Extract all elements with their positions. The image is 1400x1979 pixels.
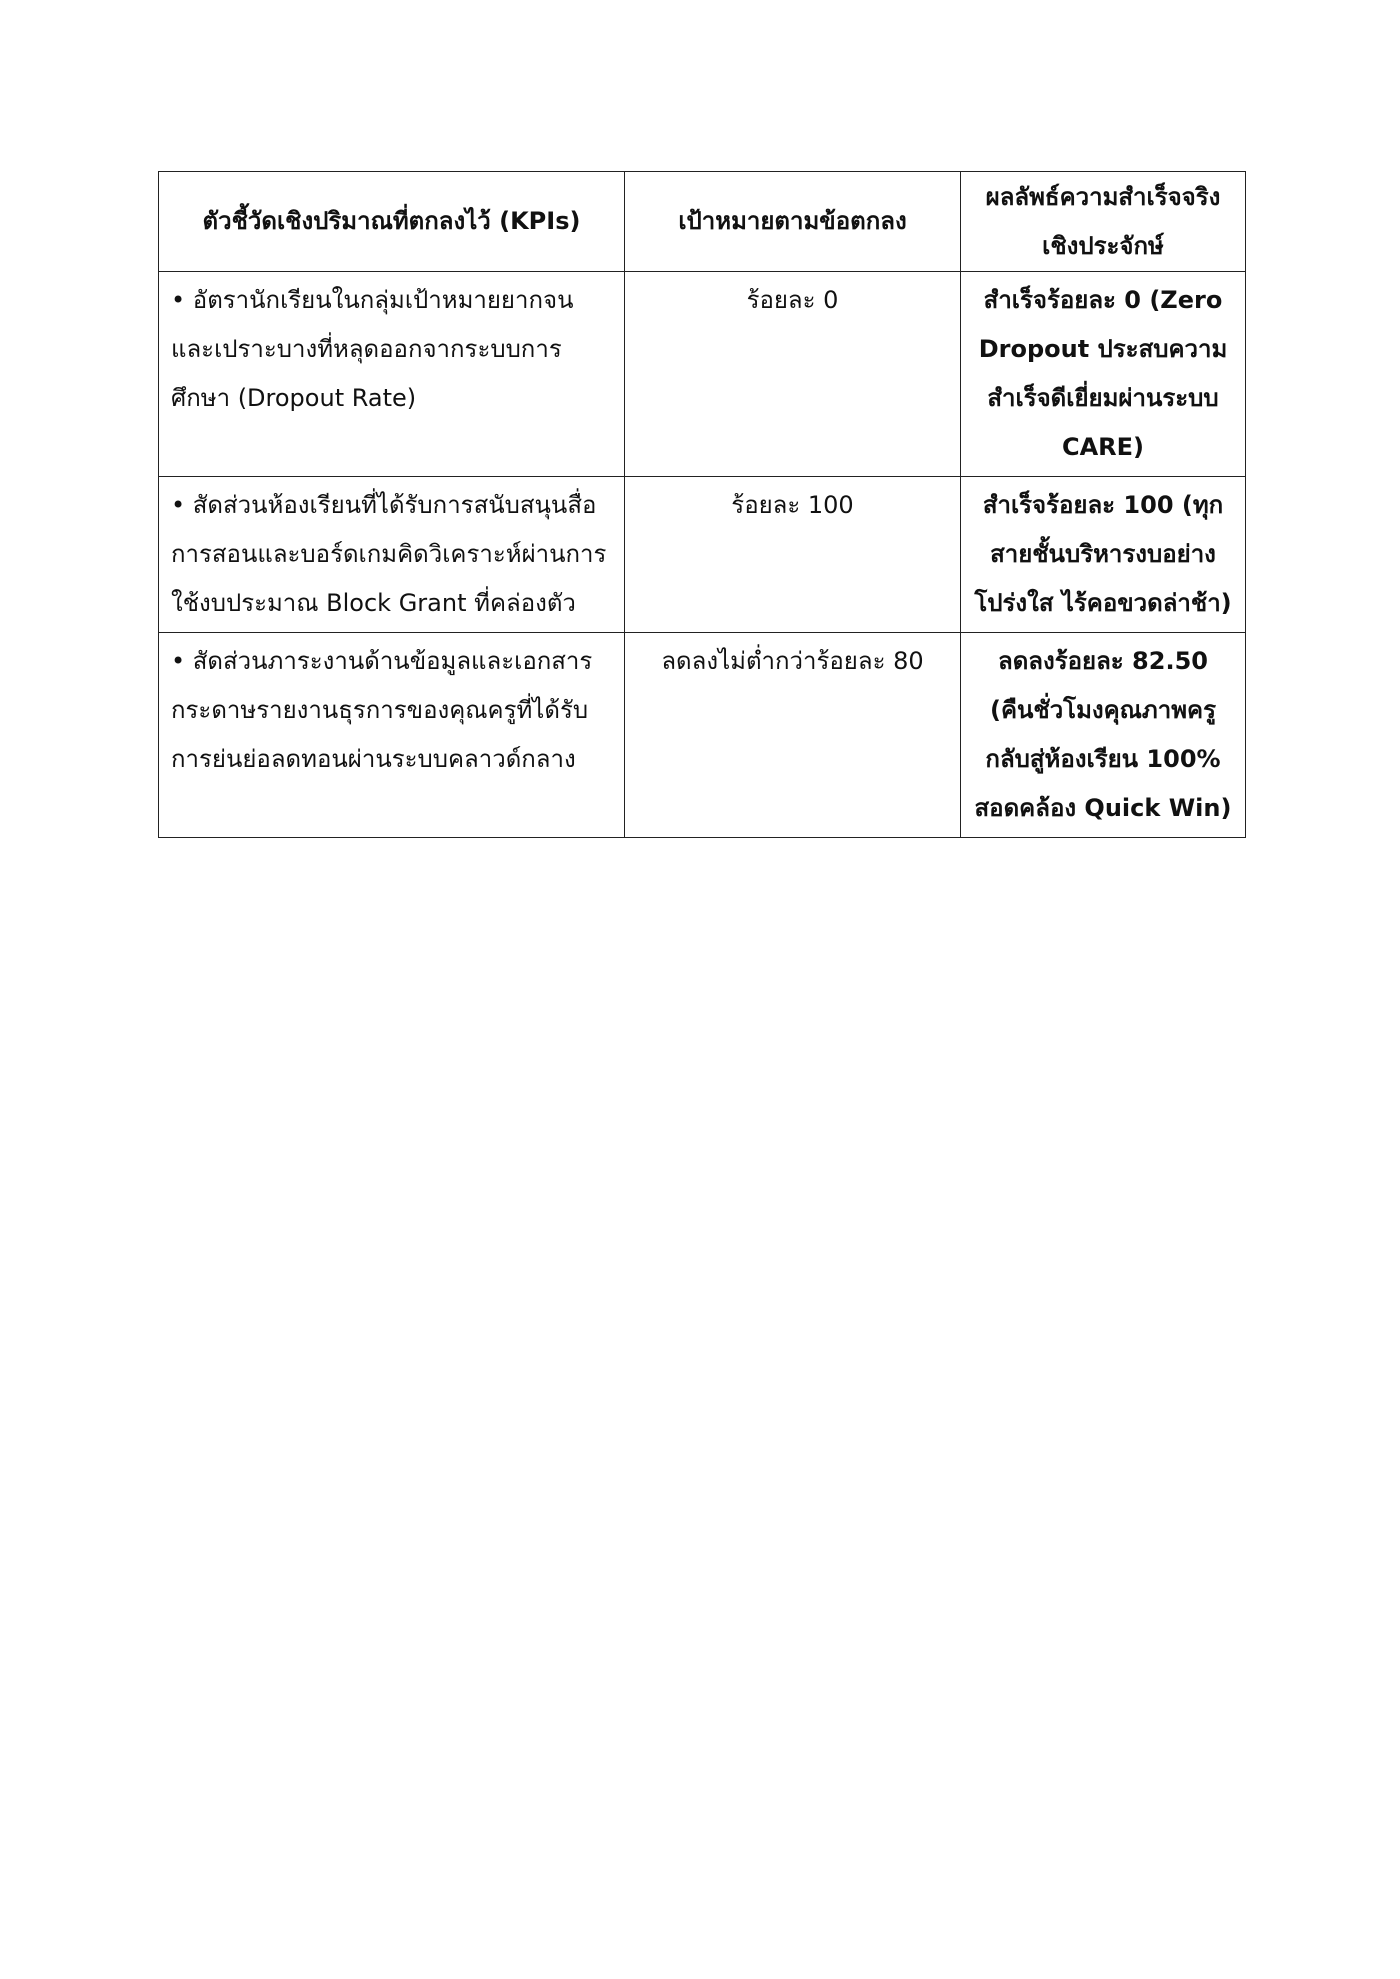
table-row (159, 633, 1246, 838)
kpi-cell: • สัดส่วนภาระงานด้านข้อมูลและเอกสารกระดาษรายงานธุรการของคุณครูที่ได้รับการย่นย่อลดทอนผ่านระบบคลาวด์กลาง (159, 633, 625, 838)
kpi-cell: • อัตรานักเรียนในกลุ่มเป้าหมายยากจนและเปราะบางที่หลุดออกจากระบบการศึกษา (Dropout Rate) (159, 272, 625, 477)
header-target: เป้าหมายตามข้อตกลง (625, 172, 961, 272)
kpi-table (158, 171, 1246, 838)
table-row (159, 477, 1246, 633)
header-result: ผลลัพธ์ความสำเร็จจริงเชิงประจักษ์ (961, 172, 1246, 272)
result-cell: ลดลงร้อยละ 82.50 (คืนชั่วโมงคุณภาพครูกลับสู่ห้องเรียน 100% สอดคล้อง Quick Win) (961, 633, 1246, 838)
target-cell: ลดลงไม่ต่ำกว่าร้อยละ 80 (625, 633, 961, 838)
target-cell: ร้อยละ 100 (625, 477, 961, 633)
result-cell: สำเร็จร้อยละ 0 (Zero Dropout ประสบความสำเร็จดีเยี่ยมผ่านระบบ CARE) (961, 272, 1246, 477)
target-cell: ร้อยละ 0 (625, 272, 961, 477)
kpi-cell: • สัดส่วนห้องเรียนที่ได้รับการสนับสนุนสื่อการสอนและบอร์ดเกมคิดวิเคราะห์ผ่านการใช้งบประมาณ Block Grant ที่คล่องตัว (159, 477, 625, 633)
header-kpi: ตัวชี้วัดเชิงปริมาณที่ตกลงไว้ (KPIs) (159, 172, 625, 272)
table-header-row (159, 172, 1246, 272)
result-cell: สำเร็จร้อยละ 100 (ทุกสายชั้นบริหารงบอย่างโปร่งใส ไร้คอขวดล่าช้า) (961, 477, 1246, 633)
table-row (159, 272, 1246, 477)
